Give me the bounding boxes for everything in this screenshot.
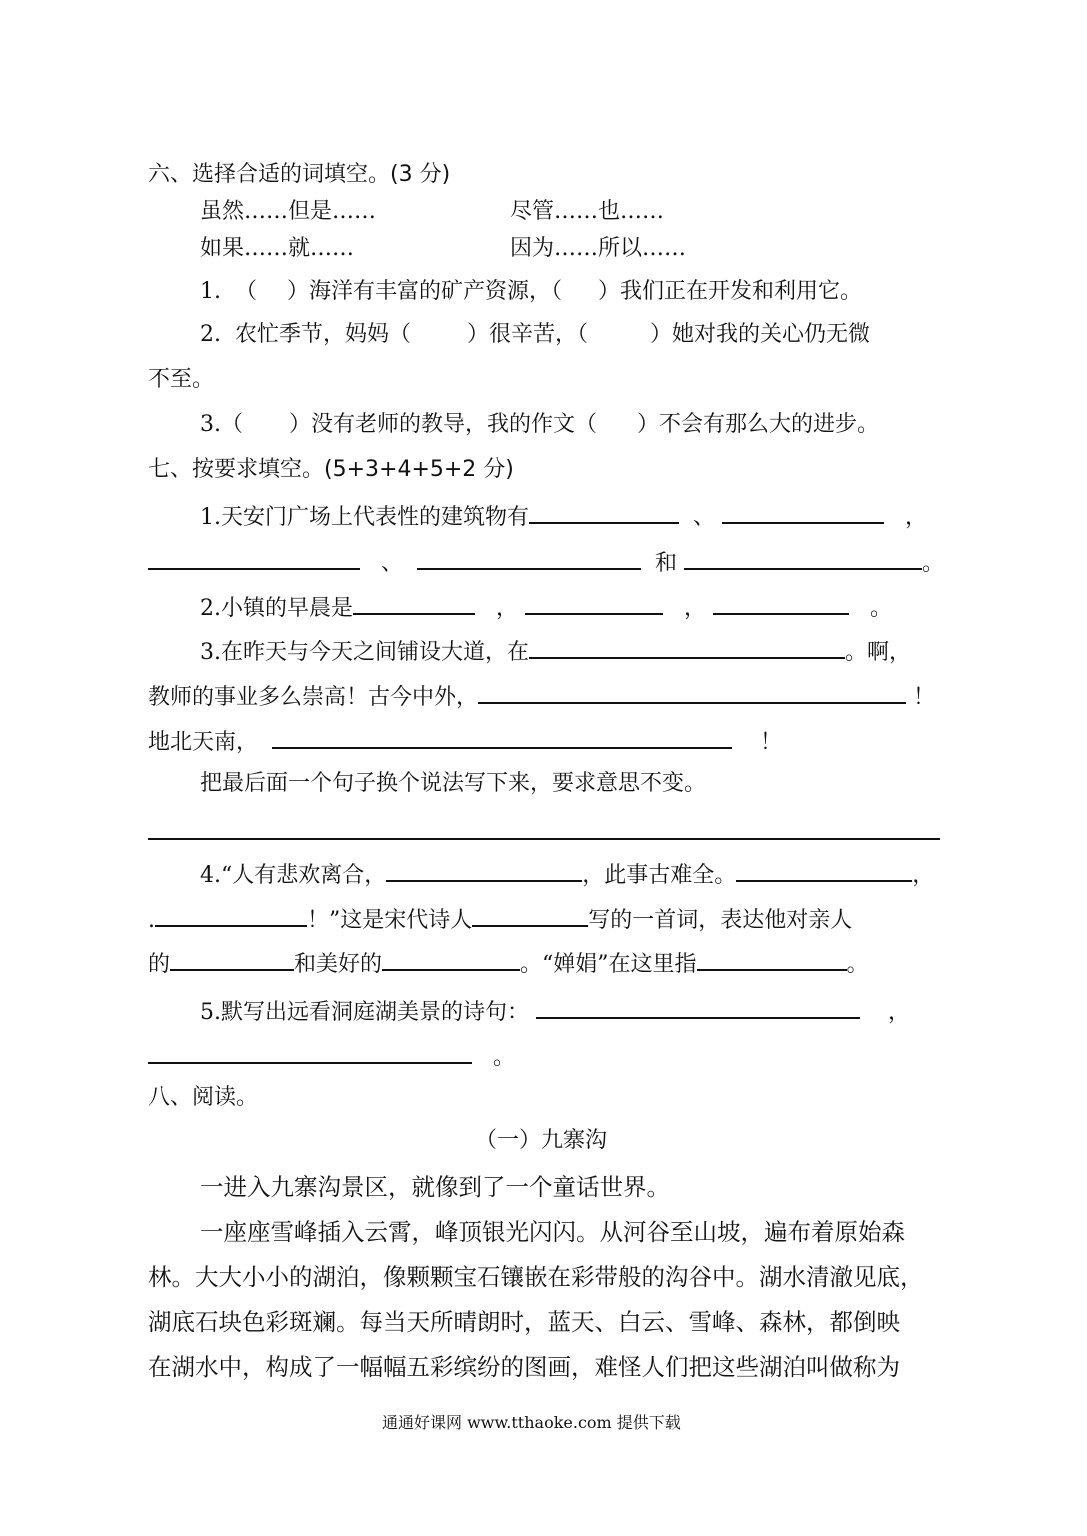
reading-line-3: 林。大大小小的湖泊，像颗颗宝石镶嵌在彩带般的沟谷中。湖水清澈见底， bbox=[148, 1263, 924, 1291]
reading-line-2: 一座座雪峰插入云霄，峰顶银光闪闪。从河谷至山坡，遍布着原始森 bbox=[200, 1218, 905, 1246]
answer-blank[interactable] bbox=[536, 995, 860, 1019]
answer-blank[interactable] bbox=[386, 858, 582, 882]
s6-question-1: 1. （ ）海洋有丰富的矿产资源，（ ）我们正在开发和利用它。 bbox=[200, 279, 863, 304]
answer-blank[interactable] bbox=[170, 947, 294, 971]
s7-question-4-line2: . ！”这是宋代诗人 写的一首词，表达他对亲人 bbox=[148, 903, 852, 936]
reading-line-5: 在湖水中，构成了一幅幅五彩缤纷的图画，难怪人们把这些湖泊叫做称为 bbox=[148, 1353, 900, 1381]
option-1: 虽然……但是…… bbox=[200, 199, 377, 224]
s7-question-3: 3.在昨天与今天之间铺设大道，在 。啊， bbox=[200, 635, 911, 668]
reading-line-1: 一进入九寨沟景区，就像到了一个童话世界。 bbox=[200, 1173, 670, 1201]
s7-question-1-cont: 、 和 。 bbox=[148, 546, 944, 579]
answer-blank[interactable] bbox=[722, 500, 884, 524]
footer-text: 通通好课网 www.tthaoke.com 提供下载 bbox=[382, 1413, 681, 1432]
section7-heading: 七、按要求填空。(5+3+4+5+2 分) bbox=[148, 457, 514, 482]
answer-blank[interactable] bbox=[684, 546, 922, 570]
answer-blank[interactable] bbox=[155, 903, 307, 927]
answer-blank[interactable] bbox=[697, 947, 847, 971]
answer-blank[interactable] bbox=[478, 680, 906, 704]
s7-question-2: 2.小镇的早晨是 ， ， 。 bbox=[200, 591, 892, 624]
answer-blank[interactable] bbox=[353, 591, 475, 615]
answer-blank[interactable] bbox=[148, 546, 360, 570]
section8-heading: 八、阅读。 bbox=[148, 1085, 259, 1110]
s6-question-2-cont: 不至。 bbox=[148, 367, 215, 392]
option-4: 因为……所以…… bbox=[510, 236, 687, 261]
s7-question-3-line2: 教师的事业多么崇高！古今中外， ！ bbox=[148, 680, 935, 713]
s7-question-5-cont: 。 bbox=[148, 1040, 515, 1073]
reading-line-4: 湖底石块色彩斑斓。每当天所晴朗时，蓝天、白云、雪峰、森林，都倒映 bbox=[148, 1308, 900, 1336]
answer-line[interactable] bbox=[148, 838, 940, 840]
s6-question-2: 2. 农忙季节，妈妈（ ）很辛苦，（ ）她对我的关心仍无微 bbox=[200, 322, 871, 347]
s7-question-4: 4.“人有悲欢离合， ，此事古难全。 ， bbox=[200, 858, 934, 891]
s7-question-3-line3: 地北天南， ！ bbox=[148, 725, 782, 758]
s7-question-4-line3: 的 和美好的 。“婵娟”在这里指 。 bbox=[148, 947, 869, 980]
answer-blank[interactable] bbox=[713, 591, 849, 615]
s7-question-1: 1.天安门广场上代表性的建筑物有 、 ， bbox=[200, 500, 927, 533]
answer-blank[interactable] bbox=[736, 858, 912, 882]
s7-question-3-rewrite: 把最后面一个句子换个说法写下来，要求意思不变。 bbox=[200, 771, 707, 796]
answer-blank[interactable] bbox=[417, 546, 641, 570]
option-3: 如果……就…… bbox=[200, 236, 355, 261]
answer-blank[interactable] bbox=[382, 947, 520, 971]
s7-question-5: 5.默写出远看洞庭湖美景的诗句： ， bbox=[200, 995, 910, 1028]
answer-blank[interactable] bbox=[529, 635, 845, 659]
section6-heading: 六、选择合适的词填空。(3 分) bbox=[148, 162, 451, 187]
option-2: 尽管……也…… bbox=[510, 199, 665, 224]
reading-title: （一）九寨沟 bbox=[475, 1128, 608, 1153]
answer-blank[interactable] bbox=[525, 591, 663, 615]
answer-blank[interactable] bbox=[272, 725, 732, 749]
s6-question-3: 3.（ ）没有老师的教导，我的作文（ ）不会有那么大的进步。 bbox=[200, 412, 880, 437]
answer-blank[interactable] bbox=[148, 1040, 472, 1064]
answer-blank[interactable] bbox=[472, 903, 588, 927]
answer-blank[interactable] bbox=[529, 500, 679, 524]
